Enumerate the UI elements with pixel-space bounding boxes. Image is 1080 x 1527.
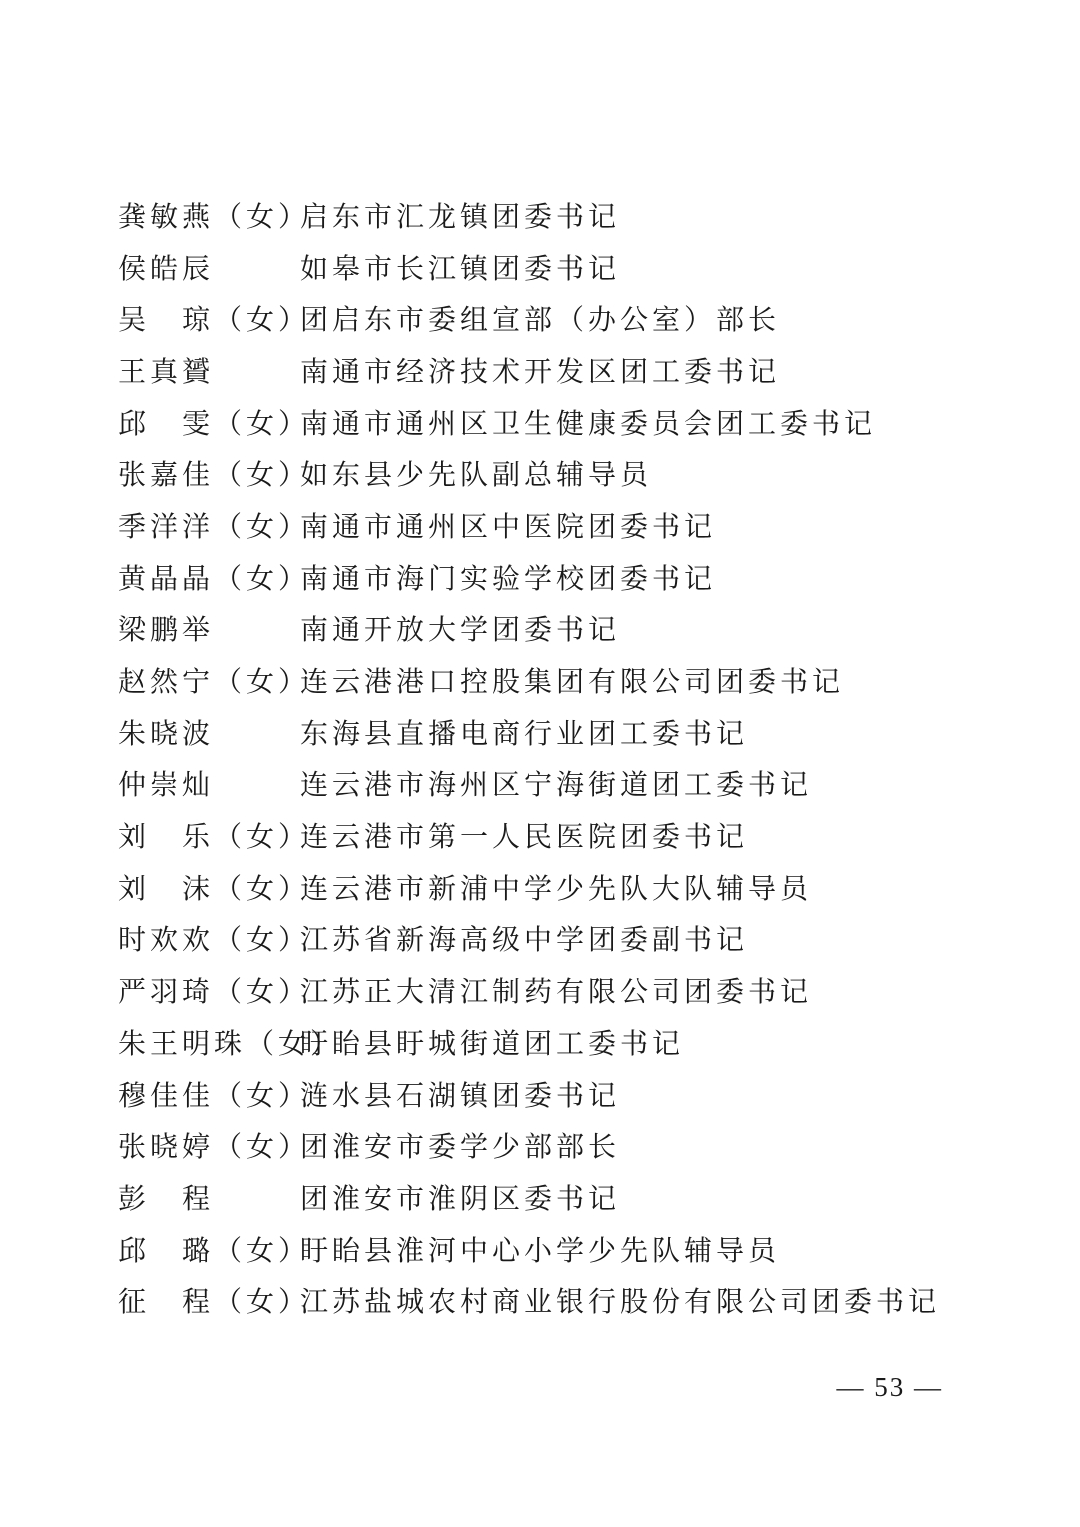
person-name: 季洋洋（女） [118,509,311,543]
person-title: 南通市经济技术开发区团工委书记 [300,354,781,388]
list-item [118,964,1018,1016]
person-title: 江苏正大清江制药有限公司团委书记 [300,975,813,1009]
person-name: 仲崇灿 [118,768,215,802]
name-list [118,189,1018,1326]
person-title: 团淮安市委学少部部长 [300,1130,621,1164]
list-item [118,1171,1018,1223]
list-item [118,861,1018,913]
list-item [118,447,1018,499]
person-name: 龚敏燕（女） [118,199,311,233]
person-title: 南通市通州区中医院团委书记 [300,509,717,543]
list-item [118,1119,1018,1171]
person-name: 吴 琼（女） [118,303,311,337]
list-item [118,1223,1018,1275]
list-item [118,344,1018,396]
person-title: 江苏省新海高级中学团委副书记 [300,923,749,957]
person-name: 邱 雯（女） [118,406,311,440]
person-name: 朱晓波 [118,716,215,750]
person-name: 赵然宁（女） [118,665,311,699]
person-name: 彭 程 [118,1181,215,1215]
person-name: 侯皓辰 [118,251,215,285]
list-item [118,292,1018,344]
person-title: 南通市海门实验学校团委书记 [300,561,717,595]
person-name: 王真贇 [118,354,215,388]
list-item [118,241,1018,293]
person-title: 如东县少先队副总辅导员 [300,458,653,492]
person-name: 征 程（女） [118,1285,311,1319]
list-item [118,499,1018,551]
person-title: 盱眙县淮河中心小学少先队辅导员 [300,1233,781,1267]
person-title: 东海县直播电商行业团工委书记 [300,716,749,750]
person-title: 连云港市新浦中学少先队大队辅导员 [300,871,813,905]
list-item [118,189,1018,241]
list-item [118,913,1018,965]
person-name: 张嘉佳（女） [118,458,311,492]
person-name: 黄晶晶（女） [118,561,311,595]
person-name: 刘 沫（女） [118,871,311,905]
person-title: 如皋市长江镇团委书记 [300,251,621,285]
person-name: 穆佳佳（女） [118,1078,311,1112]
person-name: 时欢欢（女） [118,923,311,957]
list-item [118,396,1018,448]
page-number: — 53 — [836,1372,943,1402]
list-item [118,654,1018,706]
person-title: 团启东市委组宣部（办公室）部长 [300,303,781,337]
person-name: 邱 璐（女） [118,1233,311,1267]
person-name: 梁鹏举 [118,613,215,647]
person-title: 南通开放大学团委书记 [300,613,621,647]
list-item [118,1274,1018,1326]
person-title: 江苏盐城农村商业银行股份有限公司团委书记 [300,1285,941,1319]
person-name: 张晓婷（女） [118,1130,311,1164]
person-title: 团淮安市淮阴区委书记 [300,1181,621,1215]
list-item [118,603,1018,655]
list-item [118,1068,1018,1120]
person-name: 刘 乐（女） [118,820,311,854]
person-name: 严羽琦（女） [118,975,311,1009]
person-title: 涟水县石湖镇团委书记 [300,1078,621,1112]
person-title: 连云港港口控股集团有限公司团委书记 [300,665,845,699]
list-item [118,551,1018,603]
person-title: 盱眙县盱城街道团工委书记 [300,1026,685,1060]
person-title: 连云港市海州区宁海街道团工委书记 [300,768,813,802]
list-item [118,706,1018,758]
list-item [118,1016,1018,1068]
list-item [118,758,1018,810]
person-title: 启东市汇龙镇团委书记 [300,199,621,233]
person-title: 连云港市第一人民医院团委书记 [300,820,749,854]
person-title: 南通市通州区卫生健康委员会团工委书记 [300,406,877,440]
person-name: 朱王明珠（女） [118,1026,343,1060]
list-item [118,809,1018,861]
